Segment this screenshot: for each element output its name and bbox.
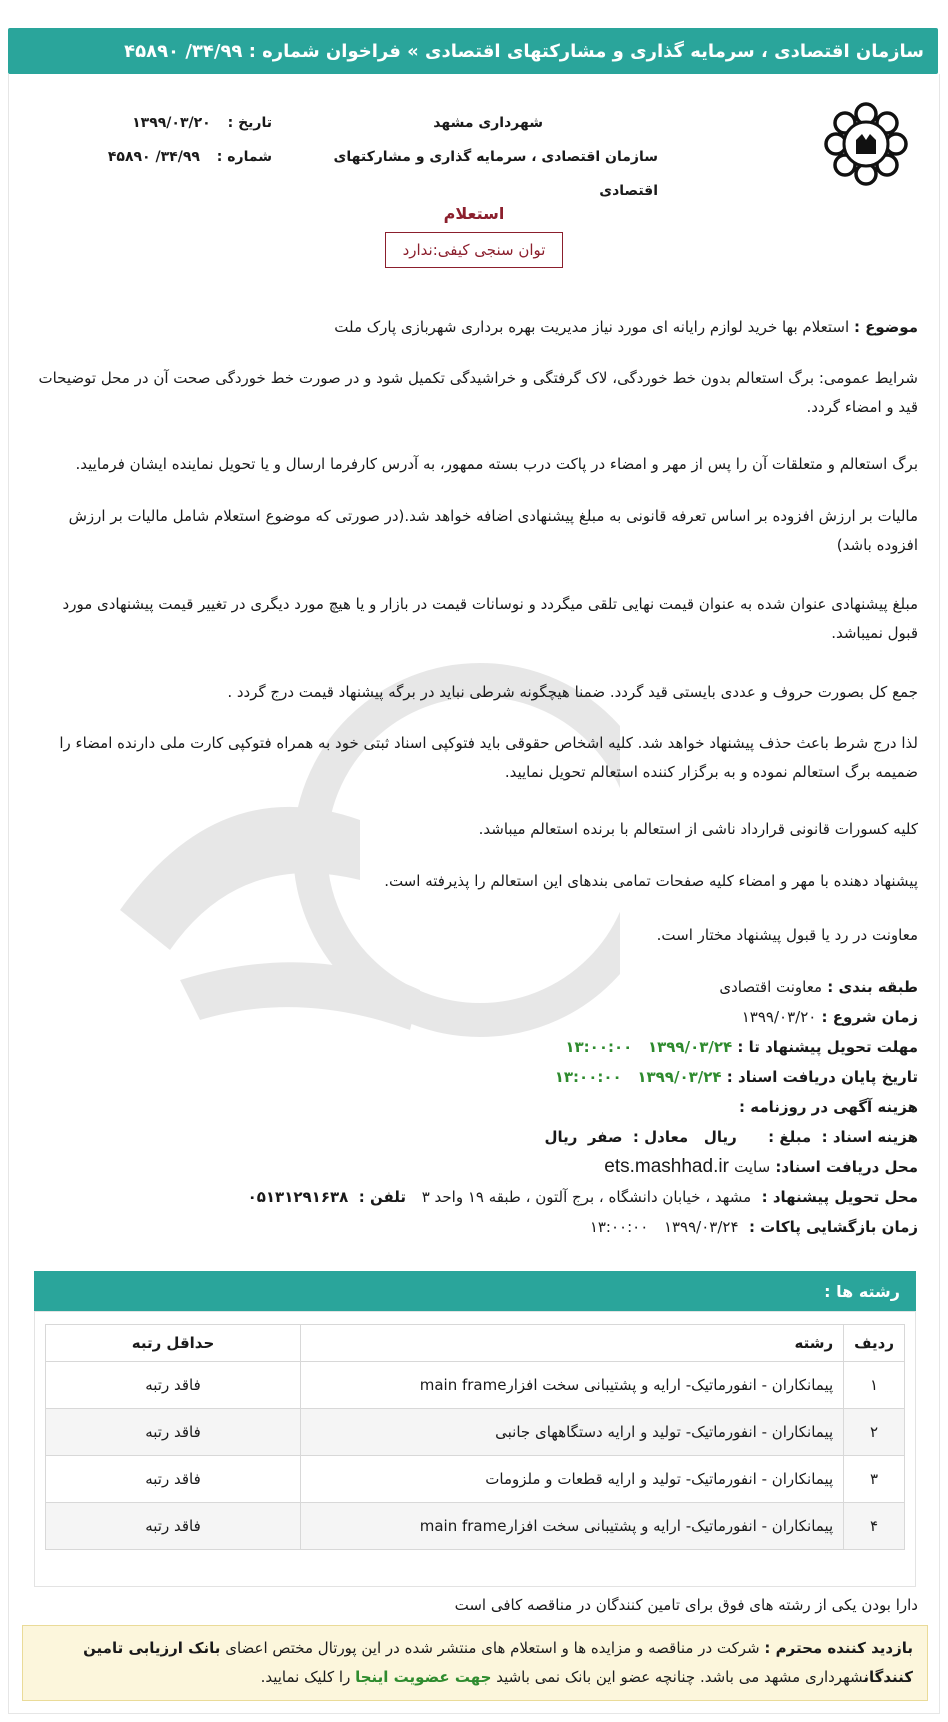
number-label: شماره : <box>216 149 272 165</box>
opening-label: زمان بازگشایی پاکات : <box>748 1218 918 1236</box>
doc-place-site-link[interactable]: ets.mashhad.ir <box>604 1156 729 1177</box>
opening-row <box>28 1212 918 1242</box>
table-header-row <box>46 1325 905 1362</box>
number-value: ۳۴/۹۹/ ۴۵۸۹۰ <box>107 149 200 165</box>
col-field-header: رشته <box>301 1325 844 1362</box>
paragraph-5: جمع کل بصورت حروف و عددی بایستی قید گردد. ضمنا هیچگونه شرطی نباید در برگه پیشنهاد قیمت درج گردد . <box>227 683 918 701</box>
doc-cost-label: هزینه اسناد : <box>821 1128 918 1146</box>
docs-end-date: ۱۳۹۹/۰۳/۲۴ <box>637 1068 722 1086</box>
category-row <box>28 972 918 1002</box>
date-value: ۱۳۹۹/۰۳/۲۰ <box>132 115 211 131</box>
org-line-2: سازمان اقتصادی ، سرمایه گذاری و مشارکتهای اقتصادی <box>333 149 658 199</box>
delivery-row <box>28 1182 918 1212</box>
row-index: ۱ <box>844 1362 905 1409</box>
row-field: پیمانکاران - انفورماتیک- تولید و ارایه دستگاههای جانبی <box>301 1409 844 1456</box>
row-field: پیمانکاران - انفورماتیک- ارایه و پشتیبانی سخت افزارmain frame <box>301 1503 844 1550</box>
fields-section-header <box>34 1271 916 1311</box>
date-label: تاریخ : <box>227 115 272 131</box>
opening-time: ۱۳:۰۰:۰۰ <box>589 1218 649 1236</box>
paragraph-6: لذا درج شرط باعث حذف پیشنهاد خواهد شد. کلیه اشخاص حقوقی باید فتوکپی اسناد ثبتی خود به همراه فتوکپی کارت ملی دارنده امضاء را ضمیمه برگ استعالم نموده و به برگزار کننده استعالم تحویل نمایید. <box>59 734 918 781</box>
row-rank: فاقد رتبه <box>46 1503 301 1550</box>
table-row <box>46 1362 905 1409</box>
visitor-lead: بازدید کننده محترم : <box>764 1639 913 1657</box>
deadline-date: ۱۳۹۹/۰۳/۲۴ <box>647 1038 733 1056</box>
deadline-time: ۱۳:۰۰:۰۰ <box>565 1038 633 1056</box>
number-row <box>42 140 272 174</box>
doc-place-row <box>28 1152 918 1182</box>
fields-table <box>45 1324 905 1550</box>
visitor-text-1: شرکت در مناقصه و مزایده ها و استعلام های منتشر شده در این پورتال مختص اعضای <box>225 1639 760 1657</box>
col-rank-header: حداقل رتبه <box>46 1325 301 1362</box>
org-line-1: شهرداری مشهد <box>433 115 543 131</box>
row-rank: فاقد رتبه <box>46 1456 301 1503</box>
subject-label: موضوع : <box>853 318 918 336</box>
letterhead-org <box>278 106 658 208</box>
docs-end-row <box>28 1062 918 1092</box>
doc-cost-row <box>28 1122 918 1152</box>
deadline-row <box>28 1032 918 1062</box>
info-block <box>28 972 918 1242</box>
visitor-bank-name: بانک ارزیابی تامین کنندگان <box>83 1639 913 1686</box>
doc-place-label: محل دریافت اسناد: <box>775 1158 918 1176</box>
phone-value: ۰۵۱۳۱۲۹۱۶۳۸ <box>247 1188 349 1206</box>
doc-cost-amount-label: مبلغ : <box>768 1128 812 1146</box>
doc-cost-equiv-unit: ریال <box>544 1128 578 1146</box>
paragraph-7: کلیه کسورات قانونی قرارداد ناشی از استعالم با برنده استعالم میباشد. <box>478 820 918 838</box>
visitor-notice <box>22 1625 928 1701</box>
doc-place-site-word: سایت <box>734 1158 771 1176</box>
doc-cost-equiv-value: صفر <box>587 1128 623 1146</box>
visitor-text-3: را کلیک نمایید. <box>260 1668 351 1686</box>
start-value: ۱۳۹۹/۰۳/۲۰ <box>741 1008 817 1026</box>
subject-text: استعلام بها خرید لوازم رایانه ای مورد نیاز مدیریت بهره برداری شهربازی پارک ملت <box>334 318 850 336</box>
fields-note: دارا بودن یکی از رشته های فوق برای تامین کنندگان در مناقصه کافی است <box>454 1596 918 1614</box>
visitor-text-2: شهرداری مشهد می باشد. چنانچه عضو این بانک نمی باشید <box>496 1668 864 1686</box>
delivery-address: مشهد ، خیابان دانشگاه ، برج آلتون ، طبقه ۱۹ واحد ۳ <box>421 1188 752 1206</box>
ad-cost-row <box>28 1092 918 1122</box>
row-rank: فاقد رتبه <box>46 1409 301 1456</box>
paragraph-8: پیشنهاد دهنده با مهر و امضاء کلیه صفحات تمامی بندهای این استعالم را پذیرفته است. <box>384 872 918 890</box>
row-index: ۲ <box>844 1409 905 1456</box>
fields-table-wrapper <box>34 1311 916 1587</box>
delivery-label: محل تحویل پیشنهاد : <box>761 1188 918 1206</box>
deadline-label: مهلت تحویل پیشنهاد تا : <box>737 1038 918 1056</box>
mashhad-municipality-logo <box>822 100 910 188</box>
row-field: پیمانکاران - انفورماتیک- ارایه و پشتیبانی سخت افزارmain frame <box>301 1362 844 1409</box>
subject-line <box>28 313 918 342</box>
header-bar <box>8 28 938 74</box>
paragraph-1: شرایط عمومی: برگ استعالم بدون خط خوردگی، لاک گرفتگی و خراشیدگی تکمیل شود و در صورت خط خوردگی صحت آن در محل توضیحات قید و امضاء گردد. <box>38 369 918 416</box>
header-bar-title: سازمان اقتصادی ، سرمایه گذاری و مشارکتهای اقتصادی » فراخوان شماره : ۳۴/۹۹/ ۴۵۸۹۰ <box>124 40 924 62</box>
row-index: ۳ <box>844 1456 905 1503</box>
capability-box: توان سنجی کیفی:ندارد <box>385 232 563 268</box>
table-row <box>46 1456 905 1503</box>
paragraph-2: برگ استعالم و متعلقات آن را پس از مهر و امضاء در پاکت درب بسته ممهور، به آدرس کارفرما ارسال و یا تحویل نماینده ایشان فرمایید. <box>75 455 918 473</box>
docs-end-label: تاریخ پایان دریافت اسناد : <box>726 1068 918 1086</box>
col-index-header: ردیف <box>844 1325 905 1362</box>
docs-end-time: ۱۳:۰۰:۰۰ <box>554 1068 622 1086</box>
doc-cost-unit: ریال <box>703 1128 737 1146</box>
membership-link[interactable]: جهت عضویت اینجا <box>355 1668 492 1686</box>
table-row <box>46 1503 905 1550</box>
paragraph-3: مالیات بر ارزش افزوده بر اساس تعرفه قانونی به مبلغ پیشنهادی اضافه خواهد شد.(در صورتی که موضوع استعلام شامل مالیات بر ارزش افزوده باشد) <box>68 507 918 554</box>
paragraph-9: معاونت در رد یا قبول پیشنهاد مختار است. <box>656 926 918 944</box>
fields-section-title: رشته ها : <box>824 1281 900 1301</box>
row-field: پیمانکاران - انفورماتیک- تولید و ارایه قطعات و ملزومات <box>301 1456 844 1503</box>
phone-label: تلفن : <box>358 1188 407 1206</box>
row-index: ۴ <box>844 1503 905 1550</box>
start-label: زمان شروع : <box>821 1008 918 1026</box>
page-title: استعلام <box>443 204 505 223</box>
category-value: معاونت اقتصادی <box>719 978 822 996</box>
letterhead-meta <box>42 106 272 174</box>
paragraph-4: مبلغ پیشنهادی عنوان شده به عنوان قیمت نهایی تلقی میگردد و نوسانات قیمت در بازار و یا هیچ مورد دیگری در تغییر قیمت پیشنهادی مورد قبول نمیباشد. <box>62 595 918 642</box>
start-row <box>28 1002 918 1032</box>
opening-date: ۱۳۹۹/۰۳/۲۴ <box>663 1218 739 1236</box>
row-rank: فاقد رتبه <box>46 1362 301 1409</box>
table-row <box>46 1409 905 1456</box>
category-label: طبقه بندی : <box>827 978 918 996</box>
date-row <box>42 106 272 140</box>
doc-cost-equiv-label: معادل : <box>632 1128 689 1146</box>
ad-cost-label: هزینه آگهی در روزنامه : <box>739 1098 918 1116</box>
